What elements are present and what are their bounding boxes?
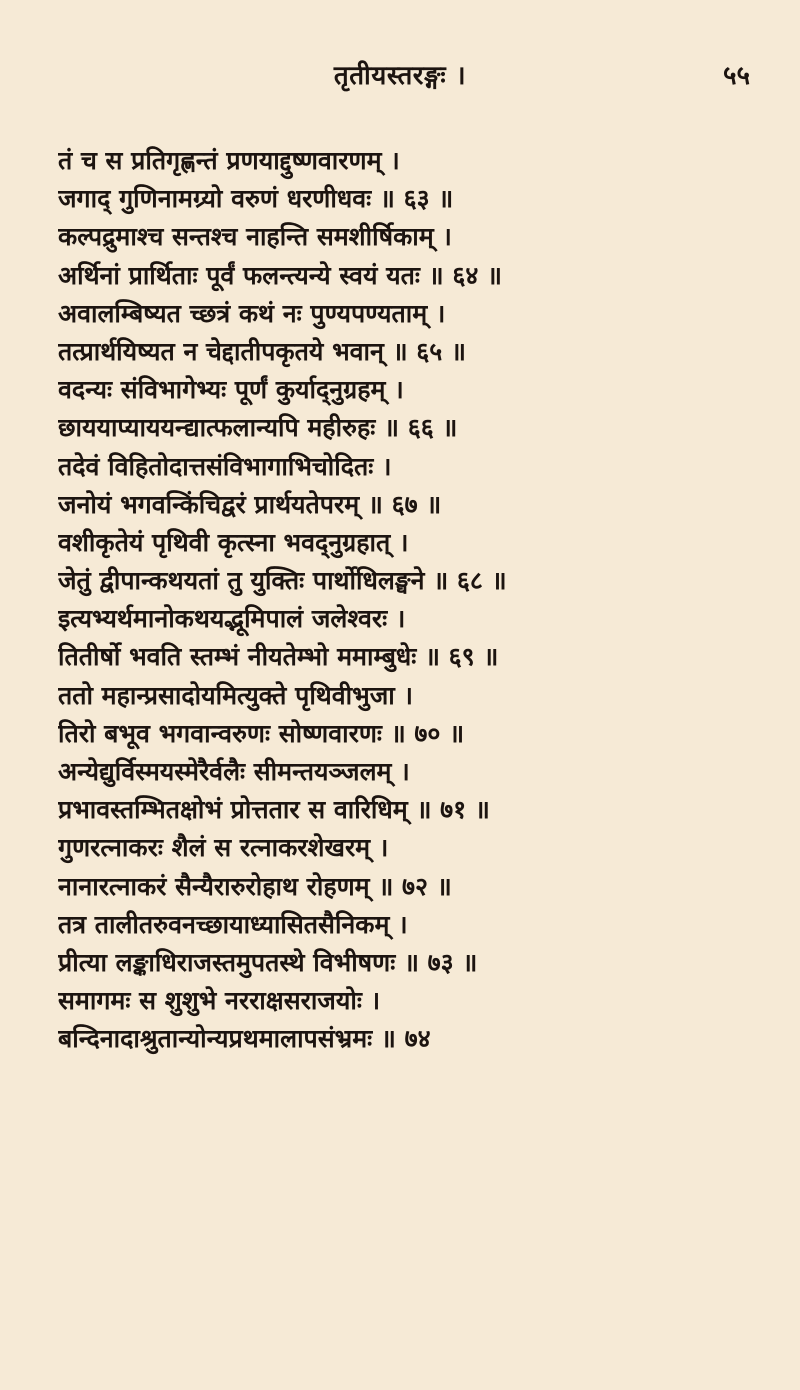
verse-line: प्रीत्या लङ्काधिराजस्तमुपतस्थे विभीषणः ॥ ७३ ॥ (58, 947, 478, 977)
verse-line: अर्थिनां प्रार्थिताः पूर्वं फलन्त्यन्ये स्वयं यतः ॥ ६४ ॥ (58, 260, 503, 290)
running-head (0, 56, 800, 96)
running-title: तृतीयस्तरङ्गः । (333, 61, 467, 91)
verse-line: तं च स प्रतिगृह्णन्तं प्रणयाद्दुष्णवारणम् । (58, 146, 400, 175)
verse-line: अन्येद्युर्विस्मयस्मेरैर्वलैः सीमन्तयञ्जलम् । (58, 757, 410, 786)
verse-line: तत्र तालीतरुवनच्छायाध्यासितसैनिकम् । (58, 909, 408, 939)
verse-line: तदेवं विहितोदात्तसंविभागाभिचोदितः । (58, 451, 392, 481)
page-number: ५५ (722, 61, 750, 91)
verse-line: तत्प्रार्थयिष्यत न चेद्दातीपकृतये भवान् ॥ ६५ ॥ (58, 336, 466, 366)
verse-line: इत्यभ्यर्थमानोकथयद्भूमिपालं जलेश्वरः । (58, 604, 406, 634)
verse-line: जगाद् गुणिनामग्र्यो वरुणं धरणीधवः ॥ ६३ ॥ (58, 184, 454, 214)
verse-line: तिरो बभूव भगवान्वरुणः सोष्णवारणः ॥ ७० ॥ (58, 718, 465, 748)
verse-line: समागमः स शुशुभे नरराक्षसराजयोः । (58, 986, 381, 1016)
verse-line: गुणरत्नाकरः शैलं स रत्नाकरशेखरम् । (58, 833, 389, 863)
verse-line: वशीकृतेयं पृथिवी कृत्स्ना भवद्नुग्रहात् । (58, 527, 409, 557)
verse-block (58, 142, 758, 1059)
verse-line: तितीर्षो भवति स्तम्भं नीयतेम्भो ममाम्बुधेः ॥ ६९ ॥ (58, 642, 499, 672)
verse-line: नानारत्नाकरं सैन्यैरारुरोहाथ रोहणम् ॥ ७२ ॥ (58, 871, 452, 901)
verse-line: छाययाप्याययन्द्यात्फलान्यपि महीरुहः ॥ ६६ ॥ (58, 413, 458, 443)
verse-line: अवालम्बिष्यत च्छत्रं कथं नः पुण्यपण्यताम् । (58, 298, 446, 328)
verse-line: प्रभावस्तम्भितक्षोभं प्रोत्ततार स वारिधिम् ॥ ७१ ॥ (58, 795, 490, 825)
verse-line: कल्पद्रुमाश्च सन्तश्च नाहन्ति समशीर्षिकाम् । (58, 222, 452, 252)
verse-line: जेतुं द्वीपान्कथयतां तु युक्तिः पार्थोधिलङ्घने ॥ ६८ ॥ (58, 566, 507, 596)
verse-line: जनोयं भगवन्किंचिद्वरं प्रार्थयतेपरम् ॥ ६७ ॥ (58, 489, 442, 519)
verse-line: बन्दिनादाश्रुतान्योन्यप्रथमालापसंभ्रमः ॥ ७४ (58, 1024, 431, 1054)
verse-line: वदन्यः संविभागेभ्यः पूर्णं कुर्याद्नुग्रहम् । (58, 375, 404, 405)
verse-line: ततो महान्प्रसादोयमित्युक्ते पृथिवीभुजा । (58, 680, 413, 710)
